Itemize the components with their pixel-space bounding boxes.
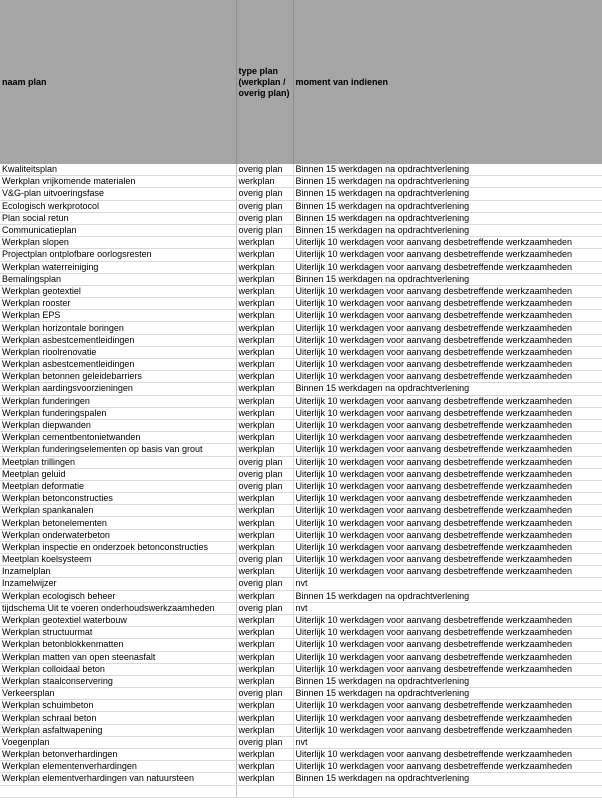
cell-type-plan[interactable]: werkplan <box>236 749 293 761</box>
cell-type-plan[interactable]: overig plan <box>236 602 293 614</box>
cell-type-plan[interactable] <box>236 785 293 797</box>
cell-naam-plan[interactable]: Werkplan asbestcementleidingen <box>0 359 236 371</box>
cell-moment-van-indienen[interactable]: Uiterlijk 10 werkdagen voor aanvang desbetreffende werkzaamheden <box>293 334 602 346</box>
cell-moment-van-indienen[interactable]: Uiterlijk 10 werkdagen voor aanvang desbetreffende werkzaamheden <box>293 700 602 712</box>
cell-moment-van-indienen[interactable]: Binnen 15 werkdagen na opdrachtverlening <box>293 273 602 285</box>
table-row <box>0 712 602 724</box>
cell-type-plan[interactable]: werkplan <box>236 712 293 724</box>
cell-naam-plan[interactable] <box>0 785 236 797</box>
cell-type-plan[interactable]: werkplan <box>236 237 293 249</box>
cell-naam-plan[interactable]: Werkplan schraal beton <box>0 712 236 724</box>
cell-moment-van-indienen[interactable]: Uiterlijk 10 werkdagen voor aanvang desbetreffende werkzaamheden <box>293 407 602 419</box>
cell-type-plan[interactable]: werkplan <box>236 529 293 541</box>
cell-moment-van-indienen[interactable]: Binnen 15 werkdagen na opdrachtverlening <box>293 224 602 236</box>
cell-moment-van-indienen[interactable]: Uiterlijk 10 werkdagen voor aanvang desbetreffende werkzaamheden <box>293 468 602 480</box>
table-row <box>0 322 602 334</box>
cell-naam-plan[interactable]: Werkplan diepwanden <box>0 419 236 431</box>
table-row <box>0 200 602 212</box>
cell-naam-plan[interactable]: Werkplan waterreiniging <box>0 261 236 273</box>
table-row <box>0 505 602 517</box>
cell-naam-plan[interactable]: V&G-plan uitvoeringsfase <box>0 188 236 200</box>
cell-naam-plan[interactable]: Werkplan geotextiel <box>0 285 236 297</box>
cell-type-plan[interactable]: werkplan <box>236 261 293 273</box>
table-row <box>0 554 602 566</box>
cell-naam-plan[interactable]: Werkplan spankanalen <box>0 505 236 517</box>
cell-type-plan[interactable]: werkplan <box>236 419 293 431</box>
cell-moment-van-indienen[interactable]: Binnen 15 werkdagen na opdrachtverlening <box>293 164 602 176</box>
cell-moment-van-indienen[interactable]: Binnen 15 werkdagen na opdrachtverlening <box>293 200 602 212</box>
table-row <box>0 639 602 651</box>
table-row <box>0 602 602 614</box>
cell-naam-plan[interactable]: Inzamelplan <box>0 566 236 578</box>
cell-type-plan[interactable]: werkplan <box>236 444 293 456</box>
cell-naam-plan[interactable]: Verkeersplan <box>0 688 236 700</box>
cell-moment-van-indienen[interactable]: Uiterlijk 10 werkdagen voor aanvang desbetreffende werkzaamheden <box>293 310 602 322</box>
cell-type-plan[interactable]: werkplan <box>236 614 293 626</box>
cell-naam-plan[interactable]: Werkplan staalconservering <box>0 675 236 687</box>
cell-moment-van-indienen[interactable]: Uiterlijk 10 werkdagen voor aanvang desbetreffende werkzaamheden <box>293 432 602 444</box>
cell-type-plan[interactable]: werkplan <box>236 590 293 602</box>
cell-naam-plan[interactable]: Werkplan betonconstructies <box>0 493 236 505</box>
cell-moment-van-indienen[interactable]: Uiterlijk 10 werkdagen voor aanvang desbetreffende werkzaamheden <box>293 480 602 492</box>
table-row <box>0 566 602 578</box>
table-row <box>0 285 602 297</box>
cell-naam-plan[interactable]: Werkplan funderingselementen op basis van grout <box>0 444 236 456</box>
cell-naam-plan[interactable]: Werkplan cementbentonietwanden <box>0 432 236 444</box>
cell-naam-plan[interactable]: Werkplan inspectie en onderzoek betonconstructies <box>0 541 236 553</box>
cell-type-plan[interactable]: overig plan <box>236 480 293 492</box>
cell-type-plan[interactable]: werkplan <box>236 249 293 261</box>
cell-naam-plan[interactable]: Werkplan onderwaterbeton <box>0 529 236 541</box>
cell-type-plan[interactable]: werkplan <box>236 566 293 578</box>
cell-type-plan[interactable]: overig plan <box>236 456 293 468</box>
cell-naam-plan[interactable]: Werkplan matten van open steenasfalt <box>0 651 236 663</box>
cell-type-plan[interactable]: werkplan <box>236 517 293 529</box>
table-row <box>0 298 602 310</box>
cell-naam-plan[interactable]: Projectplan ontplofbare oorlogsresten <box>0 249 236 261</box>
table-row <box>0 627 602 639</box>
cell-naam-plan[interactable]: Werkplan elementverhardingen van natuursteen <box>0 773 236 785</box>
cell-moment-van-indienen[interactable]: nvt <box>293 578 602 590</box>
cell-naam-plan[interactable]: Werkplan elementenverhardingen <box>0 761 236 773</box>
cell-moment-van-indienen[interactable]: Binnen 15 werkdagen na opdrachtverlening <box>293 590 602 602</box>
table-row <box>0 444 602 456</box>
cell-naam-plan[interactable]: Werkplan horizontale boringen <box>0 322 236 334</box>
cell-naam-plan[interactable]: Inzamelwijzer <box>0 578 236 590</box>
cell-moment-van-indienen[interactable]: Uiterlijk 10 werkdagen voor aanvang desbetreffende werkzaamheden <box>293 554 602 566</box>
cell-naam-plan[interactable]: Communicatieplan <box>0 224 236 236</box>
cell-type-plan[interactable]: werkplan <box>236 724 293 736</box>
cell-type-plan[interactable]: overig plan <box>236 224 293 236</box>
cell-type-plan[interactable]: overig plan <box>236 200 293 212</box>
cell-type-plan[interactable]: werkplan <box>236 773 293 785</box>
cell-moment-van-indienen[interactable]: Uiterlijk 10 werkdagen voor aanvang desbetreffende werkzaamheden <box>293 322 602 334</box>
cell-naam-plan[interactable]: Werkplan funderingspalen <box>0 407 236 419</box>
cell-naam-plan[interactable]: Werkplan betonverhardingen <box>0 749 236 761</box>
table-row <box>0 164 602 176</box>
cell-moment-van-indienen[interactable]: Binnen 15 werkdagen na opdrachtverlening <box>293 773 602 785</box>
cell-type-plan[interactable]: werkplan <box>236 493 293 505</box>
table-row <box>0 675 602 687</box>
cell-moment-van-indienen[interactable]: Uiterlijk 10 werkdagen voor aanvang desbetreffende werkzaamheden <box>293 749 602 761</box>
cell-type-plan[interactable]: overig plan <box>236 554 293 566</box>
cell-moment-van-indienen[interactable]: Binnen 15 werkdagen na opdrachtverlening <box>293 188 602 200</box>
cell-type-plan[interactable]: werkplan <box>236 334 293 346</box>
header-moment-van-indienen[interactable]: moment van indienen <box>293 0 602 164</box>
cell-moment-van-indienen[interactable]: Uiterlijk 10 werkdagen voor aanvang desbetreffende werkzaamheden <box>293 261 602 273</box>
cell-moment-van-indienen[interactable]: Uiterlijk 10 werkdagen voor aanvang desbetreffende werkzaamheden <box>293 566 602 578</box>
cell-type-plan[interactable]: werkplan <box>236 371 293 383</box>
cell-type-plan[interactable]: werkplan <box>236 359 293 371</box>
table-row <box>0 663 602 675</box>
table-row <box>0 517 602 529</box>
cell-naam-plan[interactable]: Meetplan koelsysteem <box>0 554 236 566</box>
cell-naam-plan[interactable]: Werkplan EPS <box>0 310 236 322</box>
table-row <box>0 749 602 761</box>
cell-naam-plan[interactable]: Werkplan colloidaal beton <box>0 663 236 675</box>
table-row <box>0 346 602 358</box>
cell-moment-van-indienen[interactable]: Uiterlijk 10 werkdagen voor aanvang desbetreffende werkzaamheden <box>293 761 602 773</box>
cell-type-plan[interactable]: werkplan <box>236 700 293 712</box>
cell-moment-van-indienen[interactable]: Uiterlijk 10 werkdagen voor aanvang desbetreffende werkzaamheden <box>293 663 602 675</box>
cell-moment-van-indienen[interactable] <box>293 785 602 797</box>
table-row <box>0 359 602 371</box>
table-row <box>0 176 602 188</box>
table-row <box>0 761 602 773</box>
cell-type-plan[interactable]: werkplan <box>236 663 293 675</box>
cell-naam-plan[interactable]: Werkplan ecologisch beheer <box>0 590 236 602</box>
cell-moment-van-indienen[interactable]: Uiterlijk 10 werkdagen voor aanvang desbetreffende werkzaamheden <box>293 493 602 505</box>
cell-moment-van-indienen[interactable]: Uiterlijk 10 werkdagen voor aanvang desbetreffende werkzaamheden <box>293 712 602 724</box>
cell-naam-plan[interactable]: Meetplan trillingen <box>0 456 236 468</box>
cell-naam-plan[interactable]: Werkplan structuurmat <box>0 627 236 639</box>
table-row <box>0 773 602 785</box>
cell-naam-plan[interactable]: Bemalingsplan <box>0 273 236 285</box>
table-row <box>0 724 602 736</box>
table-row <box>0 419 602 431</box>
cell-naam-plan[interactable]: Kwaliteitsplan <box>0 164 236 176</box>
cell-moment-van-indienen[interactable]: Binnen 15 werkdagen na opdrachtverlening <box>293 176 602 188</box>
cell-naam-plan[interactable]: Werkplan betonelementen <box>0 517 236 529</box>
cell-naam-plan[interactable]: Werkplan rioolrenovatie <box>0 346 236 358</box>
cell-moment-van-indienen[interactable]: nvt <box>293 602 602 614</box>
cell-naam-plan[interactable]: Werkplan betonblokkenmatten <box>0 639 236 651</box>
table-row <box>0 273 602 285</box>
cell-type-plan[interactable]: overig plan <box>236 188 293 200</box>
cell-moment-van-indienen[interactable]: Binnen 15 werkdagen na opdrachtverlening <box>293 212 602 224</box>
cell-type-plan[interactable]: werkplan <box>236 541 293 553</box>
table-row <box>0 261 602 273</box>
cell-type-plan[interactable]: werkplan <box>236 322 293 334</box>
cell-type-plan[interactable]: werkplan <box>236 310 293 322</box>
cell-moment-van-indienen[interactable]: Uiterlijk 10 werkdagen voor aanvang desbetreffende werkzaamheden <box>293 724 602 736</box>
cell-naam-plan[interactable]: Werkplan rooster <box>0 298 236 310</box>
cell-type-plan[interactable]: werkplan <box>236 298 293 310</box>
cell-naam-plan[interactable]: Werkplan schuimbeton <box>0 700 236 712</box>
table-row <box>0 480 602 492</box>
table-row <box>0 383 602 395</box>
table-row <box>0 212 602 224</box>
cell-naam-plan[interactable]: tijdschema Uit te voeren onderhoudswerkzaamheden <box>0 602 236 614</box>
table-body <box>0 164 602 797</box>
cell-moment-van-indienen[interactable]: Uiterlijk 10 werkdagen voor aanvang desbetreffende werkzaamheden <box>293 419 602 431</box>
cell-type-plan[interactable]: werkplan <box>236 432 293 444</box>
table-row <box>0 785 602 797</box>
cell-naam-plan[interactable]: Plan social retun <box>0 212 236 224</box>
cell-type-plan[interactable]: werkplan <box>236 505 293 517</box>
table-row <box>0 237 602 249</box>
cell-moment-van-indienen[interactable]: Uiterlijk 10 werkdagen voor aanvang desbetreffende werkzaamheden <box>293 505 602 517</box>
table-row <box>0 224 602 236</box>
cell-type-plan[interactable]: werkplan <box>236 346 293 358</box>
table-row <box>0 651 602 663</box>
table-row <box>0 456 602 468</box>
cell-moment-van-indienen[interactable]: nvt <box>293 736 602 748</box>
table-row <box>0 334 602 346</box>
cell-naam-plan[interactable]: Werkplan geotextiel waterbouw <box>0 614 236 626</box>
cell-moment-van-indienen[interactable]: Binnen 15 werkdagen na opdrachtverlening <box>293 688 602 700</box>
table-row <box>0 310 602 322</box>
cell-type-plan[interactable]: werkplan <box>236 761 293 773</box>
cell-moment-van-indienen[interactable]: Binnen 15 werkdagen na opdrachtverlening <box>293 675 602 687</box>
cell-type-plan[interactable]: werkplan <box>236 395 293 407</box>
cell-type-plan[interactable]: overig plan <box>236 578 293 590</box>
cell-type-plan[interactable]: werkplan <box>236 383 293 395</box>
cell-type-plan[interactable]: werkplan <box>236 675 293 687</box>
table-row <box>0 688 602 700</box>
table-row <box>0 468 602 480</box>
table-row <box>0 493 602 505</box>
cell-naam-plan[interactable]: Werkplan slopen <box>0 237 236 249</box>
cell-moment-van-indienen[interactable]: Uiterlijk 10 werkdagen voor aanvang desbetreffende werkzaamheden <box>293 651 602 663</box>
cell-moment-van-indienen[interactable]: Uiterlijk 10 werkdagen voor aanvang desbetreffende werkzaamheden <box>293 517 602 529</box>
cell-type-plan[interactable]: overig plan <box>236 688 293 700</box>
cell-moment-van-indienen[interactable]: Uiterlijk 10 werkdagen voor aanvang desbetreffende werkzaamheden <box>293 639 602 651</box>
cell-naam-plan[interactable]: Werkplan vrijkomende materialen <box>0 176 236 188</box>
cell-type-plan[interactable]: werkplan <box>236 176 293 188</box>
header-naam-plan[interactable]: naam plan <box>0 0 236 164</box>
cell-moment-van-indienen[interactable]: Uiterlijk 10 werkdagen voor aanvang desbetreffende werkzaamheden <box>293 359 602 371</box>
cell-type-plan[interactable]: overig plan <box>236 736 293 748</box>
cell-moment-van-indienen[interactable]: Uiterlijk 10 werkdagen voor aanvang desbetreffende werkzaamheden <box>293 444 602 456</box>
cell-naam-plan[interactable]: Meetplan geluid <box>0 468 236 480</box>
cell-moment-van-indienen[interactable]: Uiterlijk 10 werkdagen voor aanvang desbetreffende werkzaamheden <box>293 627 602 639</box>
cell-moment-van-indienen[interactable]: Uiterlijk 10 werkdagen voor aanvang desbetreffende werkzaamheden <box>293 237 602 249</box>
cell-naam-plan[interactable]: Werkplan asbestcementleidingen <box>0 334 236 346</box>
cell-type-plan[interactable]: overig plan <box>236 468 293 480</box>
cell-type-plan[interactable]: overig plan <box>236 212 293 224</box>
table-row <box>0 395 602 407</box>
table-row <box>0 736 602 748</box>
cell-moment-van-indienen[interactable]: Uiterlijk 10 werkdagen voor aanvang desbetreffende werkzaamheden <box>293 285 602 297</box>
cell-moment-van-indienen[interactable]: Uiterlijk 10 werkdagen voor aanvang desbetreffende werkzaamheden <box>293 371 602 383</box>
cell-moment-van-indienen[interactable]: Uiterlijk 10 werkdagen voor aanvang desbetreffende werkzaamheden <box>293 456 602 468</box>
cell-type-plan[interactable]: werkplan <box>236 651 293 663</box>
table-row <box>0 541 602 553</box>
header-type-plan[interactable]: type plan (werkplan / overig plan) <box>236 0 293 164</box>
cell-naam-plan[interactable]: Werkplan betonnen geleidebarriers <box>0 371 236 383</box>
cell-type-plan[interactable]: werkplan <box>236 285 293 297</box>
cell-moment-van-indienen[interactable]: Uiterlijk 10 werkdagen voor aanvang desbetreffende werkzaamheden <box>293 395 602 407</box>
table-row <box>0 578 602 590</box>
table-row <box>0 700 602 712</box>
cell-moment-van-indienen[interactable]: Uiterlijk 10 werkdagen voor aanvang desbetreffende werkzaamheden <box>293 614 602 626</box>
cell-type-plan[interactable]: werkplan <box>236 273 293 285</box>
table-row <box>0 432 602 444</box>
cell-type-plan[interactable]: overig plan <box>236 164 293 176</box>
cell-type-plan[interactable]: werkplan <box>236 627 293 639</box>
cell-moment-van-indienen[interactable]: Uiterlijk 10 werkdagen voor aanvang desbetreffende werkzaamheden <box>293 249 602 261</box>
cell-moment-van-indienen[interactable]: Uiterlijk 10 werkdagen voor aanvang desbetreffende werkzaamheden <box>293 346 602 358</box>
cell-moment-van-indienen[interactable]: Binnen 15 werkdagen na opdrachtverlening <box>293 383 602 395</box>
cell-naam-plan[interactable]: Voegenplan <box>0 736 236 748</box>
cell-naam-plan[interactable]: Werkplan funderingen <box>0 395 236 407</box>
cell-naam-plan[interactable]: Meetplan deformatie <box>0 480 236 492</box>
table-row <box>0 407 602 419</box>
cell-moment-van-indienen[interactable]: Uiterlijk 10 werkdagen voor aanvang desbetreffende werkzaamheden <box>293 541 602 553</box>
table-row <box>0 249 602 261</box>
cell-moment-van-indienen[interactable]: Uiterlijk 10 werkdagen voor aanvang desbetreffende werkzaamheden <box>293 529 602 541</box>
cell-moment-van-indienen[interactable]: Uiterlijk 10 werkdagen voor aanvang desbetreffende werkzaamheden <box>293 298 602 310</box>
cell-type-plan[interactable]: werkplan <box>236 639 293 651</box>
table-row <box>0 529 602 541</box>
cell-naam-plan[interactable]: Ecologisch werkprotocol <box>0 200 236 212</box>
table-row <box>0 371 602 383</box>
cell-naam-plan[interactable]: Werkplan asfaltwapening <box>0 724 236 736</box>
table-row <box>0 188 602 200</box>
cell-naam-plan[interactable]: Werkplan aardingsvoorzieningen <box>0 383 236 395</box>
table-header <box>0 0 602 164</box>
cell-type-plan[interactable]: werkplan <box>236 407 293 419</box>
table-row <box>0 590 602 602</box>
table-row <box>0 614 602 626</box>
